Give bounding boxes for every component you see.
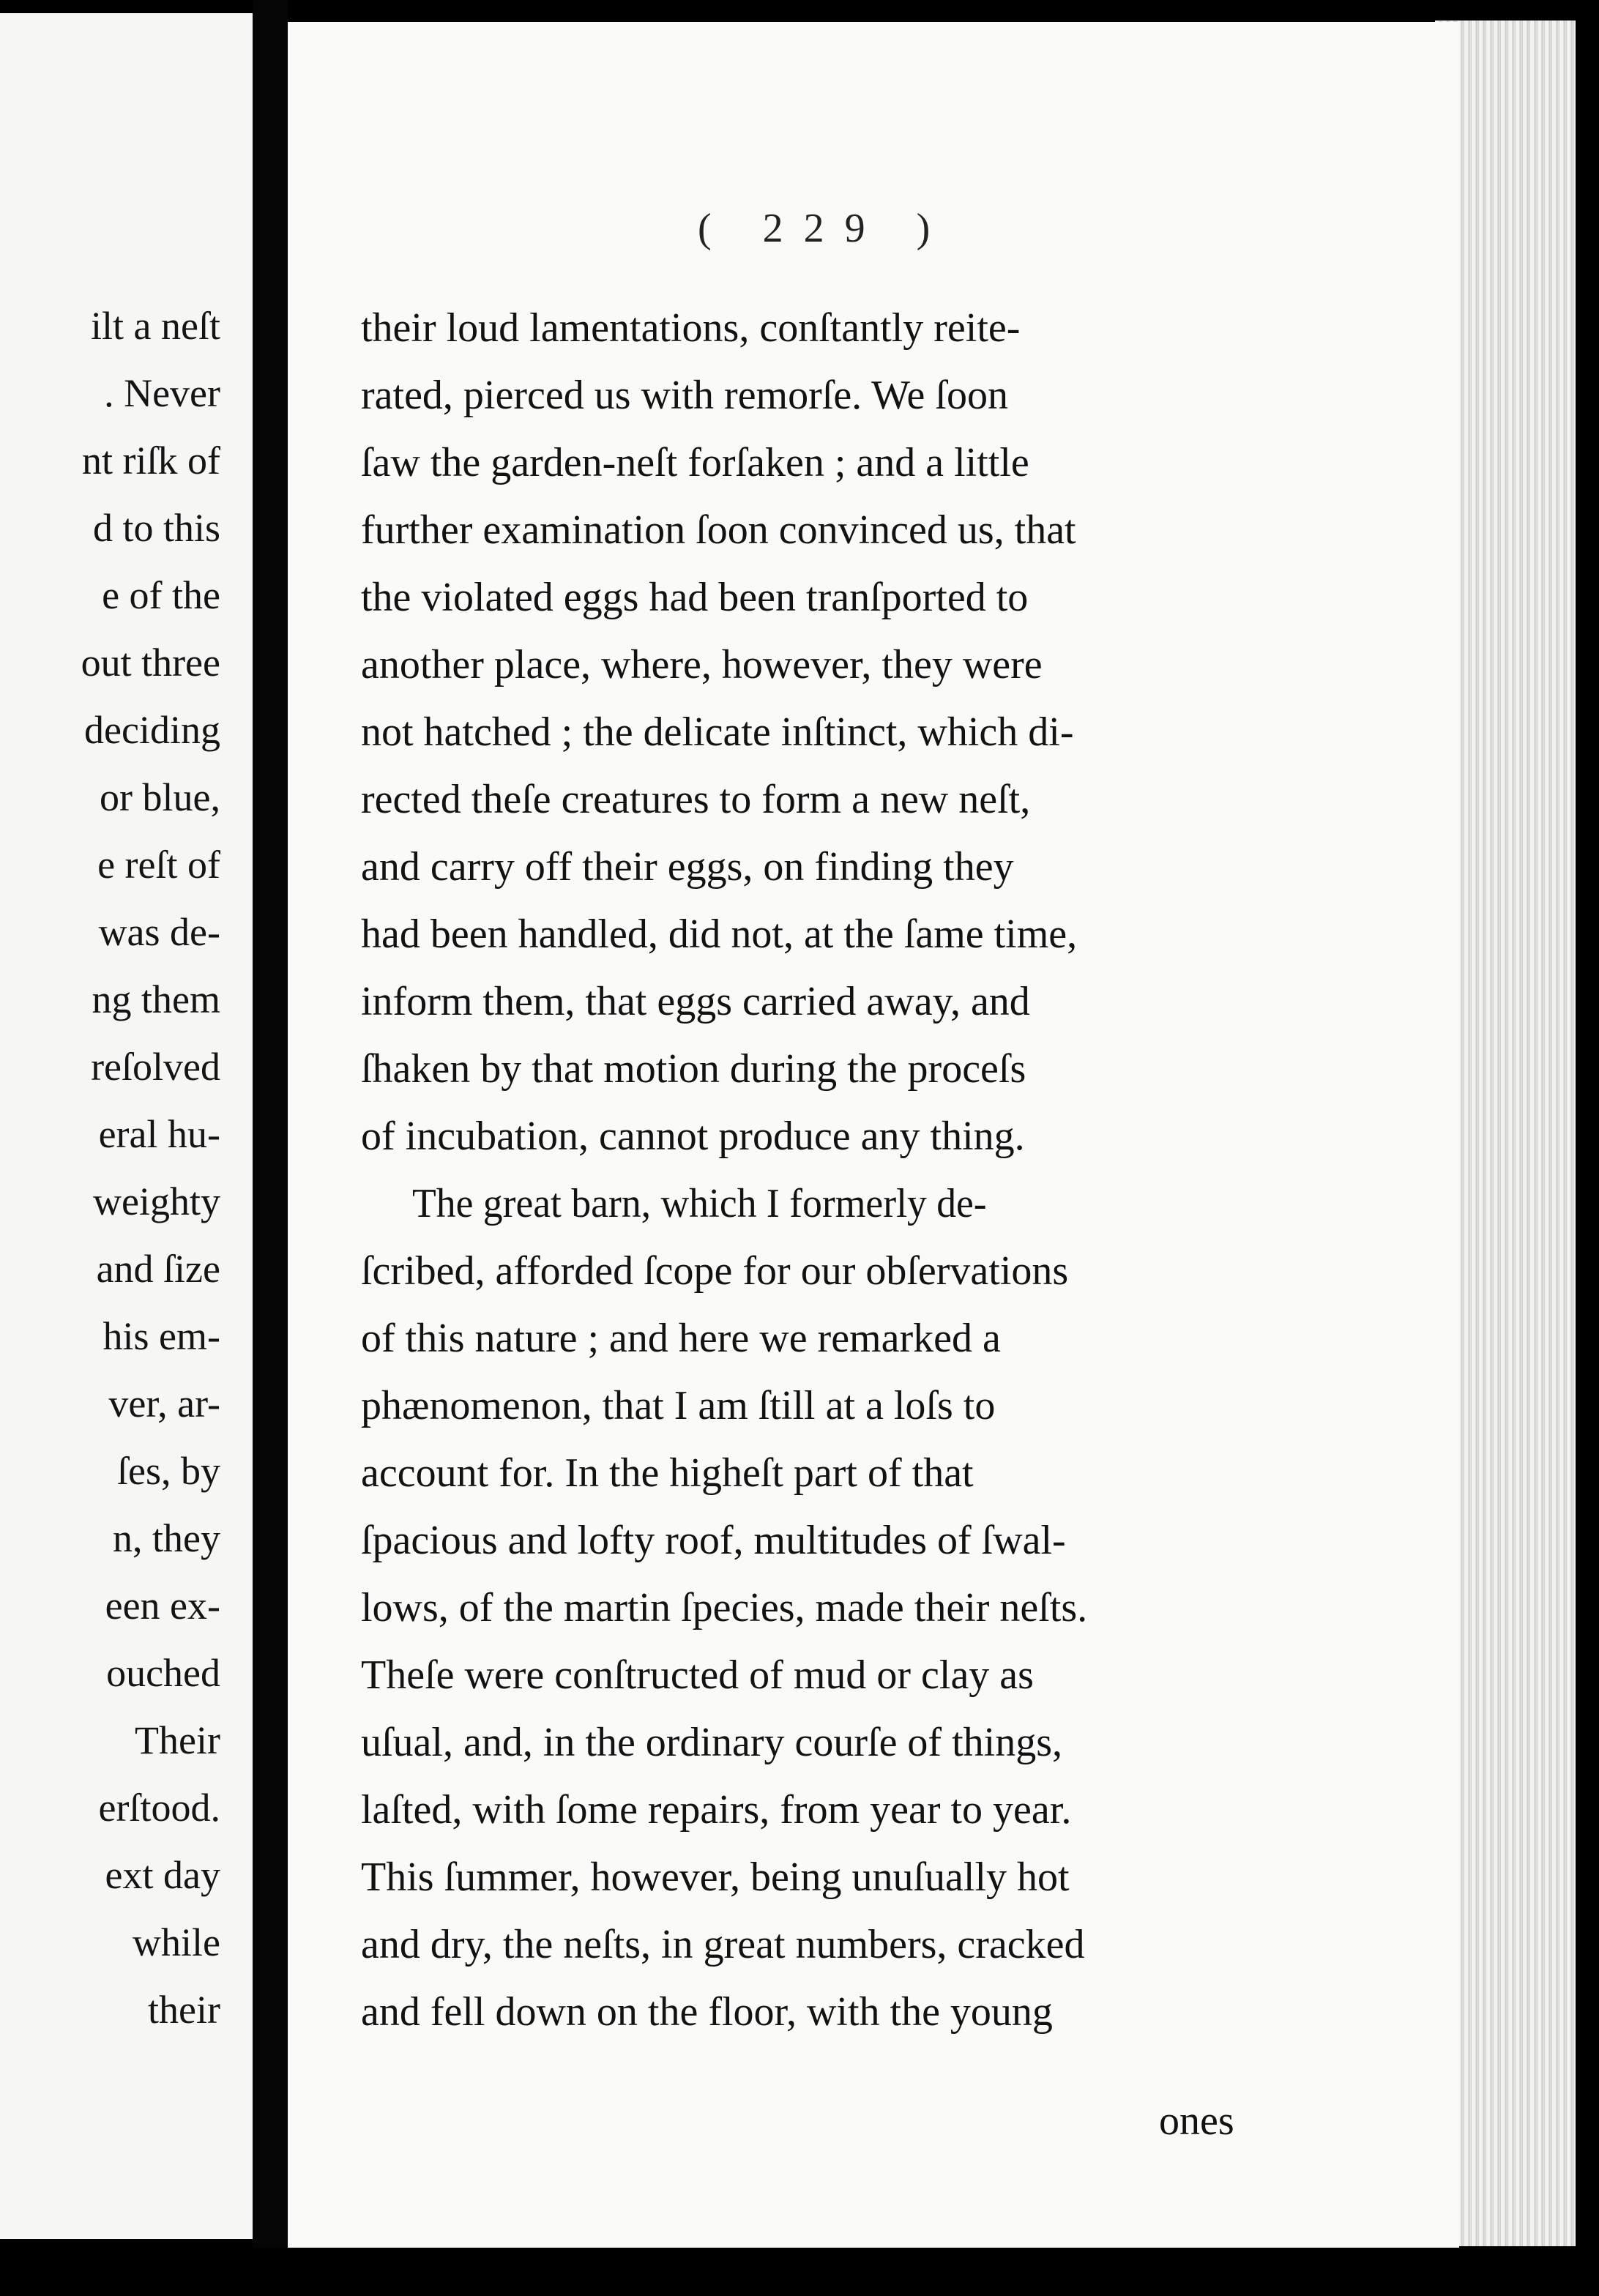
text-line-15: ſcribed, afforded ſcope for our obſervations — [361, 1248, 1069, 1294]
text-line-5: the violated eggs had been tranſported to — [361, 575, 1029, 620]
text-line-22: uſual, and, in the ordinary courſe of things, — [361, 1720, 1062, 1765]
left-line-10: was de- — [98, 910, 220, 954]
left-line-7: deciding — [84, 708, 220, 752]
text-line-12: ſhaken by that motion during the proceſs — [361, 1046, 1026, 1092]
left-line-12: reſolved — [91, 1045, 220, 1089]
left-line-4: d to this — [92, 506, 220, 550]
left-line-8: or blue, — [100, 775, 220, 819]
text-line-10: had been handled, did not, at the ſame time, — [361, 912, 1078, 957]
left-line-22: Their — [135, 1718, 220, 1762]
text-line-25: and dry, the neſts, in great numbers, cracked — [361, 1922, 1085, 1967]
left-line-18: ſes, by — [117, 1449, 220, 1493]
book-spine — [253, 0, 288, 2296]
scan-background — [0, 2248, 1599, 2296]
left-page — [0, 13, 253, 2239]
text-line-20: lows, of the martin ſpecies, made their neſts. — [361, 1585, 1088, 1630]
text-line-9: and carry off their eggs, on finding they — [361, 844, 1014, 890]
left-line-26: their — [148, 1988, 220, 2032]
left-line-5: e of the — [102, 573, 220, 617]
left-line-14: weighty — [93, 1179, 220, 1223]
text-line-26: and fell down on the floor, with the young — [361, 1989, 1053, 2035]
left-line-17: ver, ar- — [108, 1382, 220, 1425]
left-line-2: . Never — [104, 371, 220, 415]
left-line-16: his em- — [102, 1314, 220, 1358]
text-line-14: The great barn, which I formerly de- — [412, 1181, 987, 1226]
left-line-9: e reſt of — [97, 843, 220, 887]
text-line-3: ſaw the garden-neſt forſaken ; and a little — [361, 440, 1029, 485]
left-line-23: erſtood. — [98, 1786, 220, 1830]
right-page — [288, 22, 1459, 2248]
text-line-2: rated, pierced us with remorſe. We ſoon — [361, 373, 1008, 418]
left-line-25: while — [133, 1920, 220, 1964]
catchword: ones — [1159, 2098, 1234, 2144]
text-line-21: Theſe were conſtructed of mud or clay as — [361, 1652, 1034, 1698]
text-line-16: of this nature ; and here we remarked a — [361, 1316, 1001, 1361]
page-number: ( 229 ) — [698, 206, 951, 251]
text-line-8: rected theſe creatures to form a new neſt, — [361, 777, 1031, 822]
text-line-1: their loud lamentations, conſtantly reite- — [361, 305, 1021, 351]
text-line-19: ſpacious and lofty roof, multitudes of ſwal- — [361, 1518, 1066, 1563]
text-line-7: not hatched ; the delicate inſtinct, which di- — [361, 709, 1074, 755]
left-line-15: and ſize — [96, 1247, 220, 1291]
text-line-17: phænomenon, that I am ſtill at a loſs to — [361, 1383, 996, 1428]
text-line-13: of incubation, cannot produce any thing. — [361, 1114, 1025, 1159]
left-line-3: nt riſk of — [82, 439, 220, 482]
left-line-19: n, they — [113, 1516, 220, 1560]
left-line-20: een ex- — [105, 1584, 220, 1628]
text-line-4: further examination ſoon convinced us, that — [361, 507, 1076, 553]
left-line-6: out three — [81, 641, 220, 685]
text-line-23: laſted, with ſome repairs, from year to year. — [361, 1787, 1072, 1833]
left-line-1: ilt a neſt — [91, 304, 220, 348]
text-line-6: another place, where, however, they were — [361, 642, 1043, 687]
left-line-21: ouched — [106, 1651, 220, 1695]
left-line-13: eral hu- — [98, 1112, 220, 1156]
left-line-11: ng them — [92, 977, 220, 1021]
text-line-11: inform them, that eggs carried away, and — [361, 979, 1030, 1024]
text-line-18: account for. In the higheſt part of that — [361, 1450, 974, 1496]
left-line-24: ext day — [105, 1853, 220, 1897]
text-line-24: This ſummer, however, being unuſually hot — [361, 1855, 1070, 1900]
